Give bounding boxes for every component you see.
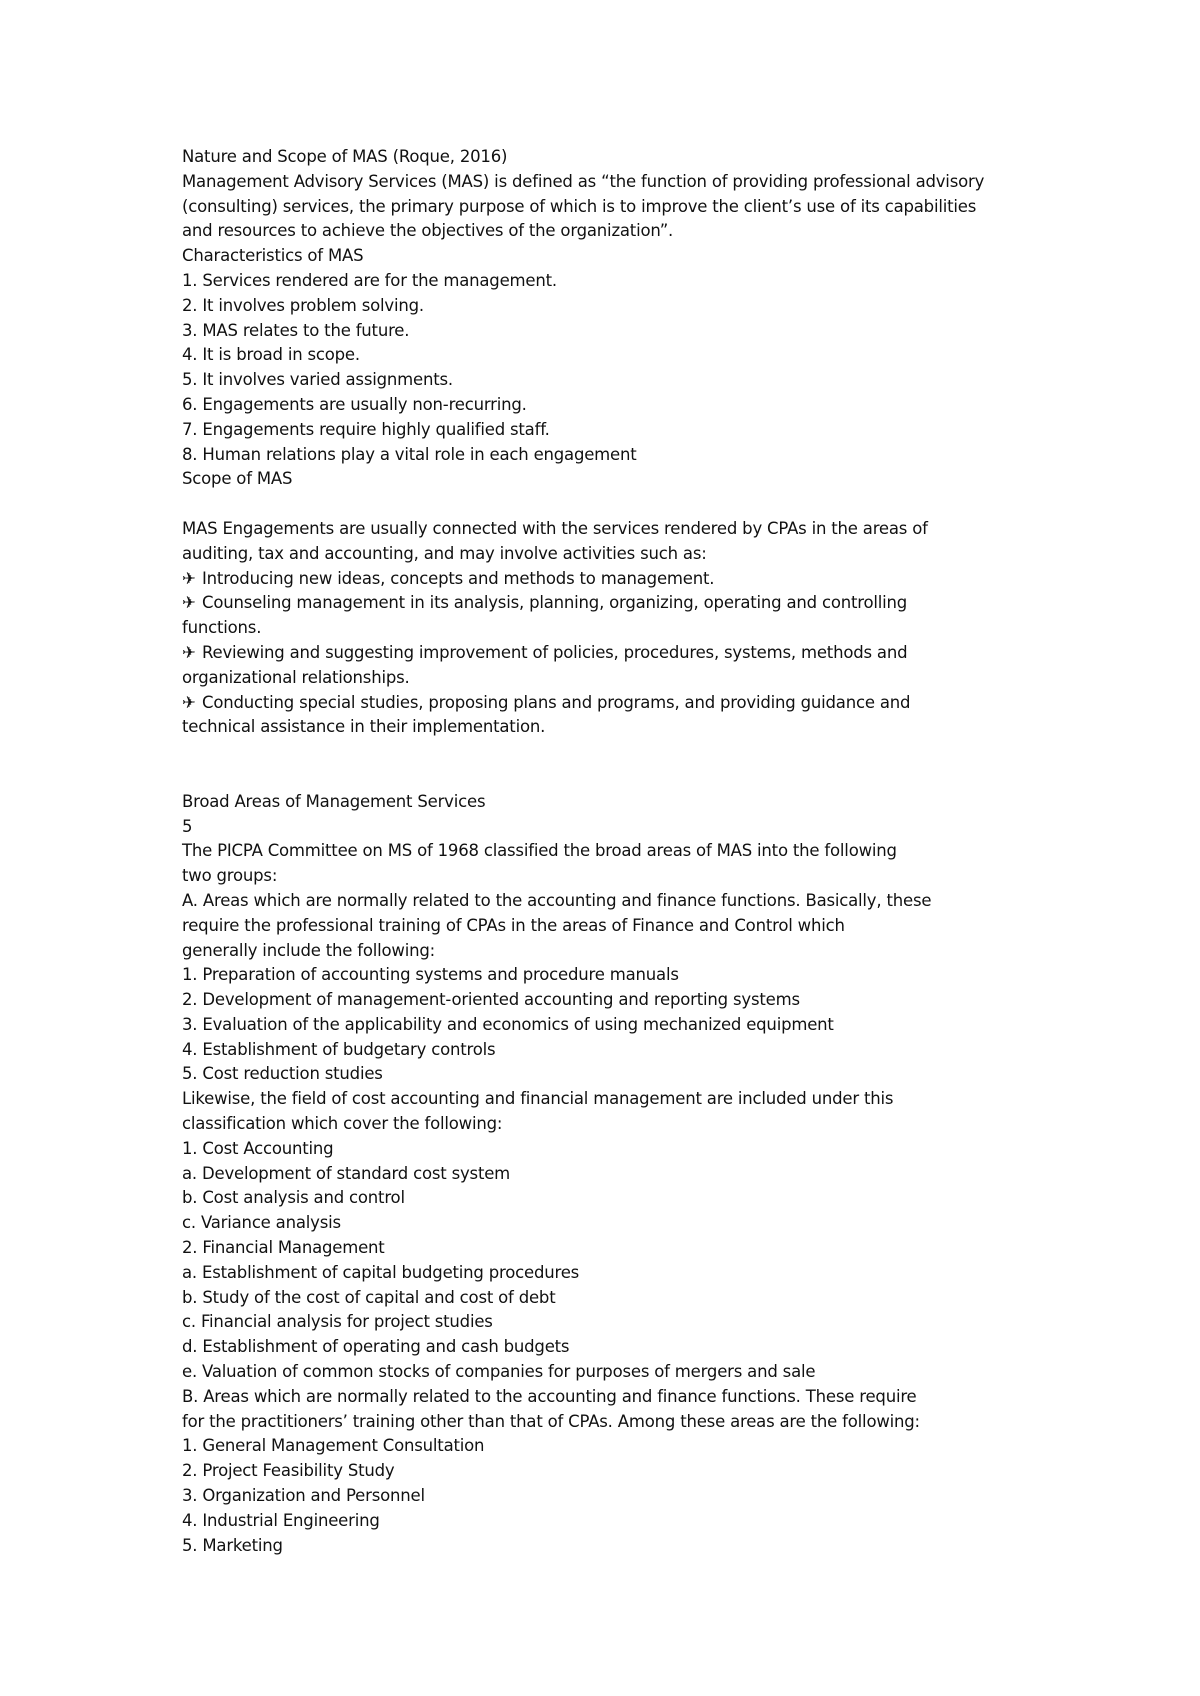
bullet-icon: ✈ — [182, 692, 196, 712]
blank-line — [182, 740, 982, 765]
scope-bullet-list — [182, 567, 982, 741]
definition-line: and resources to achieve the objectives of the organization”. — [182, 221, 674, 241]
bullet-text: Counseling management in its analysis, planning, organizing, operating and controlling — [202, 593, 908, 613]
bullet-text: Reviewing and suggesting improvement of policies, procedures, systems, methods and — [202, 642, 908, 662]
list-item: 5. Marketing — [182, 1535, 283, 1555]
bullet-item — [182, 567, 982, 592]
characteristics-list — [182, 269, 982, 467]
list-item: 2. Financial Management — [182, 1238, 385, 1258]
bullet-item — [182, 591, 982, 616]
list-item: 3. Organization and Personnel — [182, 1486, 425, 1506]
list-item: 3. Evaluation of the applicability and economics of using mechanized equipment — [182, 1014, 834, 1034]
list-item: 3. MAS relates to the future. — [182, 320, 410, 340]
cost-accounting-list — [182, 1137, 982, 1236]
paragraph-line: generally include the following: — [182, 940, 435, 960]
section-title: Nature and Scope of MAS (Roque, 2016) — [182, 147, 508, 166]
group-b-paragraph — [182, 1385, 982, 1435]
paragraph-line: classification which cover the following: — [182, 1114, 503, 1134]
list-item: 1. Services rendered are for the management. — [182, 270, 557, 290]
list-item: 1. General Management Consultation — [182, 1436, 485, 1456]
list-item: 1. Cost Accounting — [182, 1138, 334, 1158]
paragraph-line: The PICPA Committee on MS of 1968 classified the broad areas of MAS into the following — [182, 841, 897, 861]
list-item: e. Valuation of common stocks of companies for purposes of mergers and sale — [182, 1362, 816, 1382]
paragraph-line: MAS Engagements are usually connected with the services rendered by CPAs in the areas of — [182, 518, 928, 538]
paragraph-line: two groups: — [182, 866, 278, 886]
list-item: 4. Industrial Engineering — [182, 1510, 380, 1530]
bullet-text: Introducing new ideas, concepts and methods to management. — [202, 568, 715, 588]
picpa-paragraph — [182, 839, 982, 889]
list-item: d. Establishment of operating and cash budgets — [182, 1337, 570, 1357]
bullet-text: Conducting special studies, proposing plans and programs, and providing guidance and — [202, 692, 911, 712]
scope-heading: Scope of MAS — [182, 469, 293, 489]
list-item: b. Cost analysis and control — [182, 1188, 405, 1208]
list-item: 5. Cost reduction studies — [182, 1064, 383, 1084]
scope-intro-paragraph — [182, 517, 982, 567]
paragraph-line: A. Areas which are normally related to the accounting and finance functions. Basically, these — [182, 890, 932, 910]
list-item: c. Variance analysis — [182, 1213, 341, 1233]
blank-line — [182, 492, 982, 517]
definition-line: (consulting) services, the primary purpose of which is to improve the client’s use of its capabilities — [182, 196, 977, 216]
list-item: a. Establishment of capital budgeting procedures — [182, 1262, 580, 1282]
list-item: 6. Engagements are usually non-recurring. — [182, 394, 527, 414]
page-number: 5 — [182, 816, 193, 836]
list-item: 8. Human relations play a vital role in each engagement — [182, 444, 637, 464]
paragraph-line: require the professional training of CPAs in the areas of Finance and Control which — [182, 915, 845, 935]
bullet-continuation: organizational relationships. — [182, 667, 410, 687]
bullet-icon: ✈ — [182, 568, 196, 588]
definition-paragraph — [182, 170, 985, 244]
bullet-item — [182, 641, 982, 666]
bullet-continuation: technical assistance in their implementation. — [182, 717, 546, 737]
bullet-item — [182, 691, 982, 716]
group-b-list — [182, 1434, 982, 1558]
bullet-icon: ✈ — [182, 593, 196, 613]
list-item: a. Development of standard cost system — [182, 1163, 511, 1183]
characteristics-heading: Characteristics of MAS — [182, 246, 364, 266]
list-item: 2. It involves problem solving. — [182, 295, 424, 315]
definition-line: Management Advisory Services (MAS) is defined as “the function of providing professional advisory — [182, 171, 985, 191]
group-a-paragraph — [182, 889, 982, 963]
list-item: 4. It is broad in scope. — [182, 345, 360, 365]
list-item: 2. Development of management-oriented accounting and reporting systems — [182, 990, 800, 1010]
list-item: b. Study of the cost of capital and cost of debt — [182, 1287, 556, 1307]
bullet-continuation: functions. — [182, 618, 262, 638]
paragraph-line: B. Areas which are normally related to the accounting and finance functions. These require — [182, 1386, 917, 1406]
paragraph-line: Likewise, the field of cost accounting and financial management are included under this — [182, 1089, 894, 1109]
bullet-icon: ✈ — [182, 642, 196, 662]
list-item: c. Financial analysis for project studies — [182, 1312, 493, 1332]
list-item: 2. Project Feasibility Study — [182, 1461, 395, 1481]
financial-management-list — [182, 1236, 982, 1385]
group-a-list — [182, 963, 982, 1087]
paragraph-line: auditing, tax and accounting, and may involve activities such as: — [182, 543, 707, 563]
paragraph-line: for the practitioners’ training other than that of CPAs. Among these areas are the following: — [182, 1411, 920, 1431]
list-item: 7. Engagements require highly qualified staff. — [182, 419, 550, 439]
list-item: 5. It involves varied assignments. — [182, 370, 453, 390]
document-page — [182, 145, 985, 1558]
blank-line — [182, 765, 982, 790]
list-item: 4. Establishment of budgetary controls — [182, 1039, 496, 1059]
broad-areas-heading: Broad Areas of Management Services — [182, 791, 486, 811]
likewise-paragraph — [182, 1087, 982, 1137]
list-item: 1. Preparation of accounting systems and procedure manuals — [182, 965, 679, 985]
